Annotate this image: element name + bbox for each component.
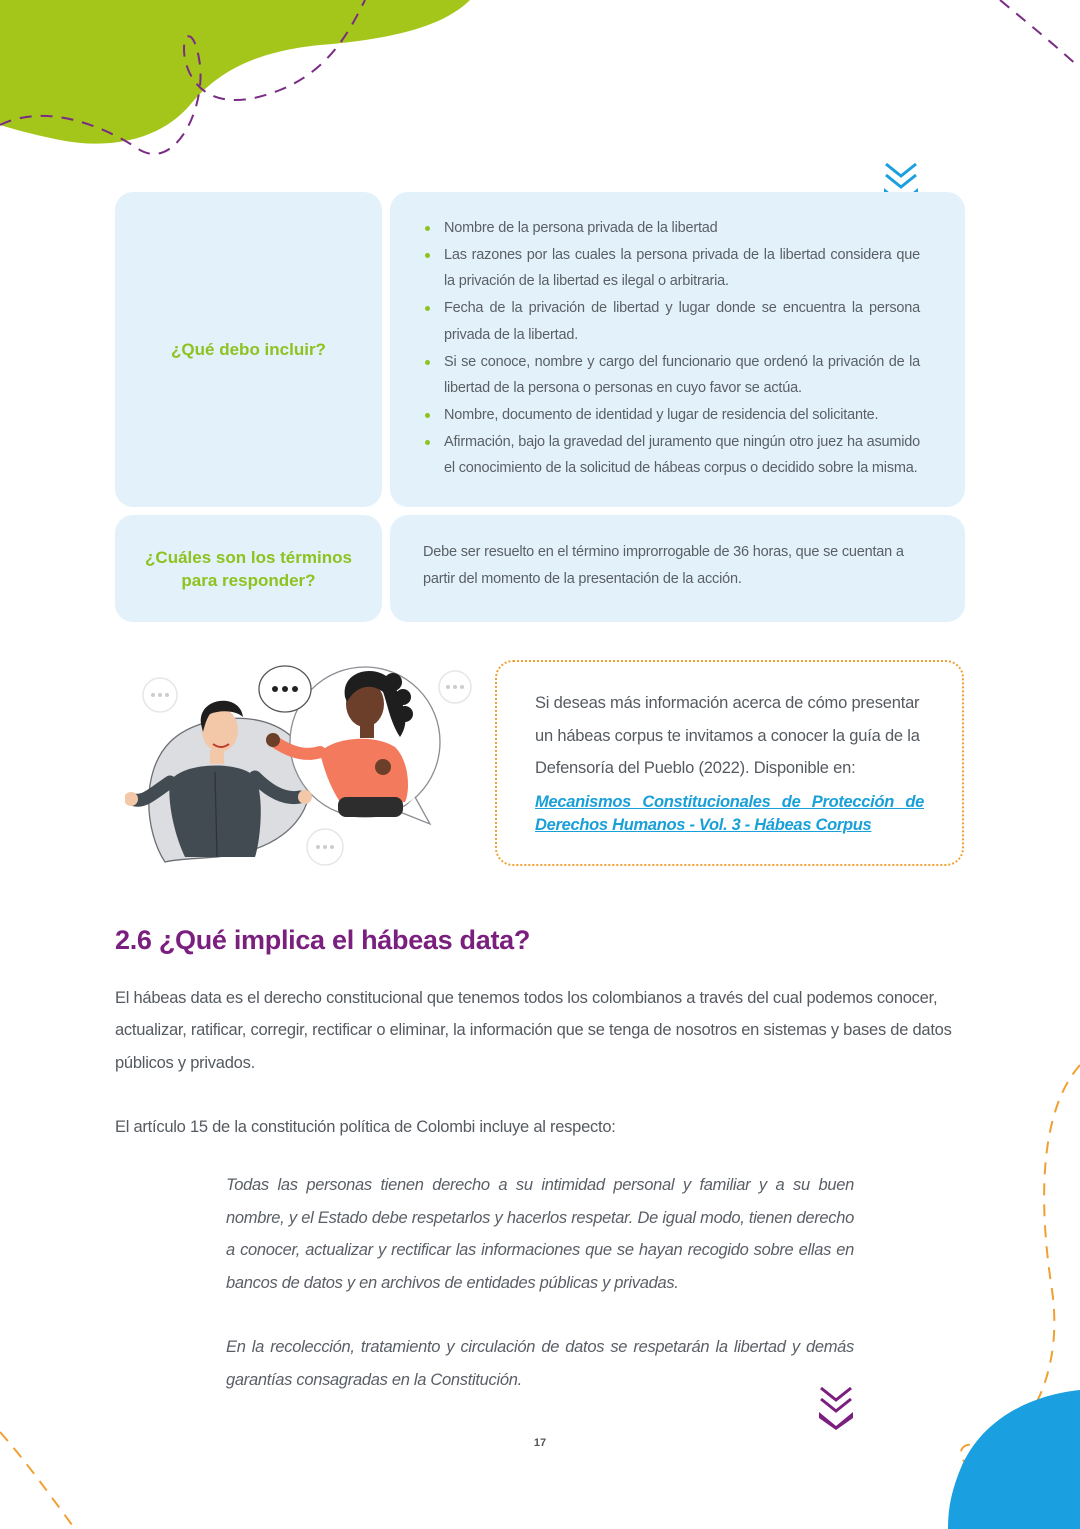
blue-blob: [948, 1390, 1080, 1529]
terms-label-line2: para responder?: [181, 570, 316, 590]
conversation-illustration: [125, 652, 475, 867]
double-chevron-down-icon: [817, 1384, 855, 1430]
include-content-card: [390, 192, 965, 507]
list-item: Nombre, documento de identidad y lugar de residencia del solicitante.: [425, 402, 920, 429]
guide-link[interactable]: Mecanismos Constitucionales de Protección de Derechos Humanos - Vol. 3 - Hábeas Corpus: [535, 792, 924, 834]
list-item: Fecha de la privación de libertad y lugar donde se encuentra la persona privada de la libertad.: [425, 295, 920, 348]
purple-dashed-line: [0, 0, 365, 154]
article-quote-1: Todas las personas tienen derecho a su intimidad personal y familiar y a su buen nombre, y el Estado debe respetarlos y hacerlos respetar. De igual modo, tienen derecho a conocer, actualizar y rectificar las informaciones que se hayan recogido sobre ellas en bancos de datos y en archivos de entidades públicas y privadas.: [226, 1176, 854, 1292]
list-item: Nombre de la persona privada de la libertad: [425, 215, 920, 242]
orange-dashed-right: [961, 1065, 1080, 1529]
habeas-data-paragraph: El hábeas data es el derecho constitucional que tenemos todos los colombianos a través del cual podemos conocer, actualizar, ratificar, corregir, rectificar o eliminar, la información que se tenga de nosotros en sistemas y bases de datos públicos y privados.: [115, 989, 952, 1072]
terms-text: Debe ser resuelto en el término improrrogable de 36 horas, que se cuentan a partir del momento de la presentación de la acción.: [423, 544, 904, 587]
purple-dashed-corner: [1000, 0, 1080, 68]
green-blob: [0, 0, 470, 144]
include-label-card: [115, 192, 382, 507]
terms-label-line1: ¿Cuáles son los términos: [145, 547, 352, 567]
include-list: [425, 215, 920, 482]
article-intro-paragraph: El artículo 15 de la constitución política de Colombi incluye al respecto:: [115, 1118, 616, 1136]
article-quote-2: En la recolección, tratamiento y circulación de datos se respetarán la libertad y demás garantías consagradas en la Constitución.: [226, 1338, 854, 1389]
terms-content-card: [390, 515, 965, 622]
list-item: Las razones por las cuales la persona privada de la libertad considera que la privación de la libertad es ilegal o arbitraria.: [425, 242, 920, 295]
list-item: Si se conoce, nombre y cargo del funcionario que ordenó la privación de la libertad de la persona o personas en cuyo favor se actúa.: [425, 349, 920, 402]
terms-label-card: [115, 515, 382, 622]
list-item: Afirmación, bajo la gravedad del juramento que ningún otro juez ha asumido el conocimiento de la solicitud de hábeas corpus o decidido sobre la misma.: [425, 429, 920, 482]
more-info-box: [495, 660, 964, 866]
orange-dashed-left: [0, 1432, 75, 1529]
include-label: ¿Qué debo incluir?: [171, 340, 326, 359]
more-info-text: Si deseas más información acerca de cómo presentar un hábeas corpus te invitamos a conocer la guía de la Defensoría del Pueblo (2022). Disponible en:: [535, 694, 920, 777]
section-title: 2.6 ¿Qué implica el hábeas data?: [115, 925, 531, 955]
page-number: 17: [533, 1437, 547, 1449]
